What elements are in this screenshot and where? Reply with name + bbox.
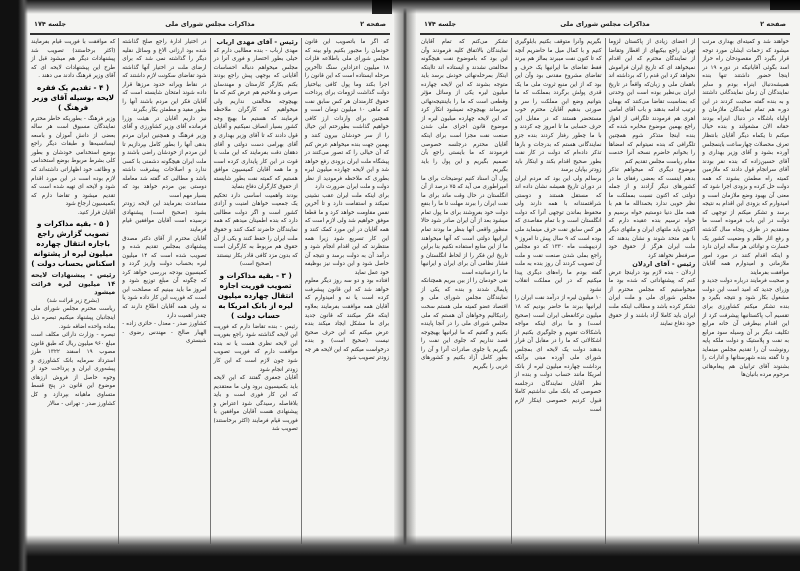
publication-title: مذاکرات مجلس شورای ملی (560, 20, 650, 28)
interjection: (صحیح است) (239, 261, 272, 268)
paragraph: از اعضای زیادی از پاکستان لزوما تهران راجع بیکیهای از اقطار وتقاضا از نمایندگان محترم که این اقدام نمیخواهد ای که تاریخ ایران فراموش نخواهد کرد این قدم را که برداشته اند باهمان ملی و زبان‌که واقعاً در تاریخ ایران بی‌نظیر بوده است این وحدتی که بمناسبت تقاضا می‌کنند که بهمان ترتیب ادامه بدهند و باب آقای امامی اهری هم فرمودند تلگرافی از اهواز راجع بهمین موضوع مخابره شده که بنده اینجا متذکر شوم همچنین تلگرافی که بنده نمیتوانم که امضاها را بخوانم حاضرم نسخه آنرا خدمت مقام ریاست مجلس تقدیم کنم (608, 39, 696, 165)
column-1 (698, 38, 792, 544)
paragraph: که اگر ما باتصویب این قانون خودمان را مجبور بکنیم ولو بینه که مجلس شورای ملی باطلاعه فلزات ۱۸ میلیون اعزاداین سنگ تاآخرین مرحله ایستاده است که این قانون را اجرا بکند وما پول کافی بیاختیار دولت گذاشت لزومات برای پرداخت حقوق کارمندان هر کس سابق نفت که ماهی ۱۰ میلیون تومان است و همچنین برای واردات ارز کافی خواهیم گذاشت بطورحتم این خیال را از سر خودشان بیرون کنند و بهمین جهت بنده میخواهم عرض کنم که آن خیالی را که تصور می‌کنند در پیشگاه ملت ایران بزودی رفع خواهد شد و این لایحه چهارده میلیون لیره بطوری که ملاحظه فرمودید از نظر دولت و ملت ایران ضرورت دارد (304, 39, 390, 191)
paragraph: برسالم ولی این بود که مردم ایران در دوران تاریخ همیشه نشان داده اند که مستقل هستند و دوستی شرافتمندانه با همه دارند ولی محفوظ بماندن توجهی آنرا که دولت انگلستان است و با تمام مقاصدی که هر کس سابق نفت حرف مینماید ملی بوده است که ۹ سال پیش تا امروز ۹ اردیبهشت ماه ۱۳۳۰ که دو مجلس راجع بملی شدن صنعت نفت و ملت آن تصویب کردند آن روز بنده به ملت گفته بودم ما راه‌های دیگری پیدا میکنیم که در این مملکت انقلاب نشود (514, 175, 602, 293)
paragraph: تبصره - وزارت دارائی مکلف است مبلغ ۹۶۰ میلیون ریال که طبق قانون مصوب ۱۹ اسفند ۱۳۲۲ طرز استرداد سرمایه بانک کشاورزی و پیشه‌وری ایران و پرداخت خود از وجوه حاصل از فروش ارزهای موضوع این قانون در پنج قسط متساوی ماهیانه بپردازد و کل کشاورز صدر - تهرانی - سالار (31, 332, 116, 407)
session-number: جلسه ۱۷۴ (34, 20, 67, 28)
left-page (26, 14, 394, 544)
scan-bottom-shadow (0, 535, 800, 571)
right-page (416, 14, 794, 544)
book-gutter (394, 0, 416, 571)
scan-artifact (770, 0, 800, 10)
reading-note: (بشرح زیر قرائت شد) (46, 297, 100, 304)
session-number: جلسه ۱۷۴ (424, 20, 457, 28)
paragraph: اردلان - بنده لازم بود دراینجا عرض کنم که پیشنهاداتی که شده بود ما میخواستیم که مجلس محترم از مجلس شورای ملی و ملت ایران تشکر کرده باشد و مطالب اینکه ملت ایران باید کاملا آزاد باشند و از حقوق خود دفاع نمایند (608, 269, 696, 328)
paragraph: کشاورز صدر - معدل - حائری زاده - الهیار صالح - مهندس رضوی - شبستری (122, 321, 207, 345)
column-group (28, 38, 392, 544)
paragraph: آقایان محترم از آقای دکتر مصدق پیشنهادی بمجلس تقدیم شده و تصویب شده است که ۱۴ میلیون لیره بحساب دولت واریز گردد و کمیسیون بودجه بررسی خواهد کرد که چگونه آن مبلغ توزیع شود و امروز ما باید ببینیم که مصلحت این است که فوریت این کار داده شود یا نه ولی همه آقایان اطلاع دارند که چقدر اهمیت دارد (122, 235, 207, 319)
scan-left-edge (0, 0, 24, 571)
paragraph: پول آن اسناد کنیم توضیحات برای ما امپراطوری می آید که ۷۵ درصد از آن انگلستان در حال وقت ماند برای ما نفت ایران را ببرند مهلت تا ما را بنفع دولت خود بفروشند برای ما پول تمام میشود بعد از آن ایران صادر شود حالا منظور واقعی آنها بنظر ما بودند تمام ایرانیها دولتی است که آنها میخواهند ما از این منابع استفاده نکنیم بنا براین تاریخ این فکر را از لحاظ انگلستان و فشار نظامی آن برای ایران و ایرانیها ما را ترسانیده است (421, 175, 508, 276)
paragraph: برای اینکه ملت ایران عقب نشینی نمیکند و استقامت دارد و تا آخرین نفس مقاومت خواهد کرد و ما قطعا موفق خواهیم شد ولی لازم است که همه آقایان در این مورد کمک کنند و این کار تسریع شود زیرا همه منتظرند که این اقدام انجام شود و درآمد آن به دولت برسد و نتیجه آن حاصل شود و این دولت نیز بوظیفه خود عمل نماید (304, 192, 389, 276)
paragraph: ۱۰ میلیون لیره از درآمد نفت ایران را ایرانیها ببرند ما حاضر بودیم که ۱۸ میلیون ترکانفطی ایران است (صحیح است) و ما برای اینکه مواجه باشکالات تقویم و جلوگیری بکنیم از اشکالاتی که ما را در مقابل آن قرار بدهند دولت یک لایحه ای بمجلس شورای ملی آورده مبنی برآنکه برداشت چهارده میلیون لیره از بانک امریکا مانند حساب دولت و بنده از نظر آقایان نمایندگان درجلسه خصوصی که بانک ملی نداشتیم کاملا قبول کردیم خصوصی اینکار لازم است (514, 295, 602, 413)
paragraph: رئیس - بنده تقاضا دارم که فوریت این لایحه گذاشته شود راجع بفوریت این لایحه نظری هست یا نه بنده موافقت دارم که فوریت تصویب شود چون لازم است که این کار زودتر انجام شود (213, 323, 298, 373)
section-heading: ( ۴ - تقدیم یک فقره لایحه بوسیله آقای وزیر فرهنگ ) (32, 82, 115, 112)
speaker-line: رئیس - آقای مهدی ارباب (216, 38, 298, 46)
running-header (26, 18, 394, 32)
paragraph: افتاده بود و دو سه روز دیگر معلوم خواهد شد که این قانون پیشرفت کرده است یا نه و امیدوارم که آقایان همه موافقت بفرمایند بعلاوه اینکه فکر میکنند که قانون جدید برای ما مشکل ایجاد میکند بنده عرض میکنم که این حرف صحیح نیست (صحیح است) و بنده درخواست میکنم که این لایحه هر چه زودتر تصویب شود (304, 278, 389, 362)
paragraph: آقایان جعفری گفتند که این لایحه باید بکمیسیون برود ولی ما معتقدیم که این کار فوری است و باید بلافاصله رسیدگی شود اعتراض و پیشنهادی هست آقایان موافقین با فوریت قیام فرمایند (اکثر برخاستند) تصویب شد (213, 375, 298, 433)
paragraph: مساعدت بفرمایند این لایحه زودتر بشود (صحیح است) پیشنهادی نرسیده است آقایان موافقین قیام فرمایند (122, 201, 207, 234)
column-2 (605, 38, 699, 544)
paragraph: بگیریم وآنرا متوقف بکنیم بابلوگیری کنیم و با کمال میل ما حاضریم آنچه که تا کنون نفت میبرند بمالز هم ببرند فقط تقاضای ما ایرانیها یک حرف و تقاضای مشروع مقدس بود وآن این بود که از این منبع ثروت ملی ما یک قدری پولش برگردد بمملکت که ما بتوانیم وضع این مملکت را سر و صورتی بدهیم آقایان محترم خوب مستحضر هستند که در مقابل این حرف حسابی ما تا امروز چه کردند و با ما چطور رفتار کردند بنده جزو نمایندگانی هستم که بدرجات و بارها تذکر داده‌ام که دولت در کار نفت بطور صحیح اقدام بکند و اینکار باید زودتر بپایان برسد (514, 39, 602, 174)
column-2 (210, 38, 301, 544)
paragraph: خواهند شد و کمیته‌ای بهداری مرتب میشود که زحمات ایشان مورد توجه قرار بگیرد اگر مقصودخان راه حراز اسد بگوئی آقایانیکه در دوره ۱۹ در اینجا حضور داشتند تنها بنده همیشه‌دنبال اینراه بودم و سایر نمایندگان آن زمان نمایندگانی داشتند و به بنده گفته صحبت کردند در این دوره هم تمام نمایندگان ملازمان و اولیاء باشگاه در دنبال اینراه بودند حقانه الان مشغولند و بنده خیال میکنم تا یکماه دیگر آقایان بانتظار تعرف محصلات چهارساعت باینمجلس آورده بشود و آقای وزیر بهداری و آقای حسین‌زاده که بنده نفر بودند آقای سرانجام قول دادند که ملازمین کمیته راه مطمئن بشوند که همه دولت حل کرده و بزودی اجرا شود که معنی آن بهبود وضع ملازمان است و امیدوارم که بزودی این اقدام به نتیجه برسد و تشکر میکنم از توجهی که دولت در این باب فرموده است ما معتقدیم در ظرف پنجاه سال گذشته و رفع اثار ظلم و وضعیت کشور یک خسارت و توانائی هر ساله ایران دارد و اینکه اقدام کنند در مورد امور ملازمانی و امیدوارم همه آقایان موافقت بفرمایند (702, 39, 789, 276)
speaker-line: رئیس - پیشنهادات لایحه ۱۴ میلیون لیره قرائت میشود (31, 271, 116, 297)
column-3 (118, 38, 209, 544)
scan-top-shadow (0, 0, 800, 14)
paragraph: و صحبت فرمایند درباره دولت جدید و وزرای جدید که امید است این دولت مشغول بکار شود و نتیجه بگیرد و بنده تشکر میکنم کشاورزی برای تقسیم آب پاکستانیها پیشرفت کرد از این اقدام بیطرفی آن خانه مرابع تکلیف دیگر بر آن وسیله سود مرابع به نفت و پلاستیک و دولت ملکه پایه رونوشت آن را تقدیم مجلس مینماید و تا گفته بنده شهرستانها و ادارات را بشنوند آقای ترابیان هم پیغام‌هائی مرحوم مرده بانیان‌ها (702, 278, 789, 379)
header-rule (30, 33, 390, 35)
column-1 (301, 38, 392, 544)
scan-artifact (372, 0, 392, 14)
speaker-line: رئیس - آقای اردلان (632, 260, 696, 269)
paragraph: نفی خودمان را از بین ببریم همچنانکه پایمال شدند و بنده که یکی از نمایندگان مجلس شورای ملی و اقتصاد عضو کمیته ملی هستم سخت رادیکالیم وخواهان آن هستم که ملی مجلس شورای ملی را در آنجا پاینده بکنیم و گفتیم که ما ایرانیها بهیچوجه قصد نداریم که جلوی این نفت را بگیریم یا جلوی صادرات آنرا و آن را بطور کامل آزاد بکنیم و کشورهای غربی را بگیریم (421, 278, 508, 370)
paragraph: آقایان فرار کنید. (77, 209, 116, 216)
paragraph: موضوع دیگری که میخواهم تذکر بدهم اینست که بعضی رفقای ما در کشورهای دیگر آزادند و از جمله دولتی که اکنون نسبت بمملکت ما نظر خوبی ندارد بحمدالله ما هم با همه ملل دنیا دوستیم خواه برسیم و خواه نرسیم بنده عقیده دارم که اکنون باید ملتهای ایران و ملتهای دیگر با هم متحد شوند و نشان بدهند که ملت ایران هرگز از حقوق خود صرفنظر نخواهد کرد (608, 167, 696, 259)
paragraph: که موافقت با فوریت قیام بفرمایند (اکثر برخاستند) تصویب شد پیشنهادات دیگر هم میشود قبل از طرح این پیشنهادات لایحه ای که آقای وزیر فرهنگ دادند می دهند . (31, 39, 116, 80)
paragraph: وزیر فرهنگ - بطوریکه خاطر محترم نمایندگان مسبوق است هر ساله بعضی از دانش آموزان و باسعه لیسانسیه‌ها و طبقات دیگر راجع بوضع استخدامی خودشان و بطور کلی بشرط مربوط بوضع استخدامی و وظائف خود اظهاراتی داشته‌اند که لازم بوده است در این مورد اقدام شود و لایحه ای تهیه شده است که تقدیم میشود و تقاضا دارم که بکمیسیون ارجاع شود (31, 115, 116, 208)
paragraph: تشکر می‌کنم که تمام آقایان نمایندگان بالاتفاق کلیه فرمودند وآن این بود که باموضوع نفت هیچگونه مخالفتی نشدند و ایستاده اند تااینکه اینکار بمرحله‌نهائی خودش برسد باید متوجه بشوند که این لایحه چهارده میلیون لیره یکی از وسائل مؤثر وقطعی است که ما را بایننتیجه‌نهائی میرساند بهیچوجه نمیشود انکار کرد که این لایحه چهارده میلیون لیره از موضوع قانون اجرای ملی شدن صنعت نفت مجزا است برای اینکه آقایان محترم درجلسه خصوصی فرمودند که ما بایستی راجع بآن تصمیم بگیریم و این پول را باید بگیریم (421, 39, 508, 174)
section-heading: ( ۵ - بقیه مذاکرات و تصویب گزارش راجع باجازه انتقال چهارده میلیون لیره از پشتوانه اسکناس بحساب دولت ) (31, 219, 115, 269)
column-group (418, 38, 792, 544)
header-rule (420, 33, 790, 35)
section-heading: ( ۳ - بقیه مذاکرات و تصویب فوریت اجازه انتقال چهارده میلیون لیره از بانک امریکا به حساب دولت ) (217, 270, 294, 320)
paragraph: نیز داریم آقایان در هیئت وزرا فرمانده آقای وزیر کشاورزی و آقای وزیر فرهنگ و همچنین ایران مردم بدهی آنها را بطور کامل بپردازیم تا این مردم از خودشان راضی باشند و ملت ایران هیچگونه دشمنی با کسی ندارد و اصلاحات پیشرفت داشته باشد و مطالبی که گفته شد معامله دوستی بین مردم خواهد بود که بسیار مهم است (122, 115, 207, 199)
paragraph: مهدی ارباب - بنده مطالبی دارم که خیلی بطور اختصار و فوری آنرا در مجلس میخواهم دنباله احساسات آقایانی که بوجهی پیش راجع بودند بکنم بکارگر کارستان و مهندسان صرفی و ملاحیم هم عرض کنم که ما بهیچوجه مخالفتی نداریم ولی میخواهیم که کارگران ملاحظه فرمایند که هستیم ما بهیچ وجه کشور بسیار انصاف نمیکنیم و آقایان قول دادند که تا آقای وزیر بهداری و آقای بهرامی دست دولتی و آقای دهقان دقت بفرمایند که این ملت با قوت در این کار پایداری کرده است و ما همه آقایان کمیسیون موافق هستیم که کمیته نفت بطور شایسته از حقوق کارگران دفاع بنماید (213, 47, 298, 191)
page-number: صفحه ۲ (760, 20, 786, 28)
paragraph: در اختیار ادارهٔ راجع صلح گذاشته شده بود ارزانی الاغ و وسائل نقلیه دیگر را گذاشته نمی شد که برای ارضای ملت در اختیار آنها گذاشته شود تقاضای سکونت لازم داشتند که در نقاط ویرانه حدود مرزها قرار داده شوند امتحان شایسته است که آقایان فکر این مردم باشند آنها را بطور مفید و مطمئن بکار بگیرند (122, 39, 207, 114)
column-4 (418, 38, 511, 544)
publication-title: مذاکرات مجلس شورای ملی (165, 20, 255, 28)
running-header (416, 18, 794, 32)
paragraph: ریاست محترم مجلس شورای ملی اینجانبان پیشنهاد میکنیم تبصره ذیل بماده واحده اضافه شود. (31, 306, 116, 330)
column-4 (28, 38, 118, 544)
page-number: صفحه ۲ (360, 20, 386, 28)
paragraph: بودند واهمیت اساسی دارد تحکیم یک جمعیت خواهان امنیت و آزادی کشور است و اگر دولت مطالبی دارد که بنده اطمینان میدهم که همه نمایندگان حاضرند کمک کنند و حقوق ملت ایران را حفظ کنند و یکی از آن حقوق هم مربوط به کارگران است که بدون مزد کافی قادر بکار نیستند (213, 192, 298, 259)
column-3 (511, 38, 605, 544)
